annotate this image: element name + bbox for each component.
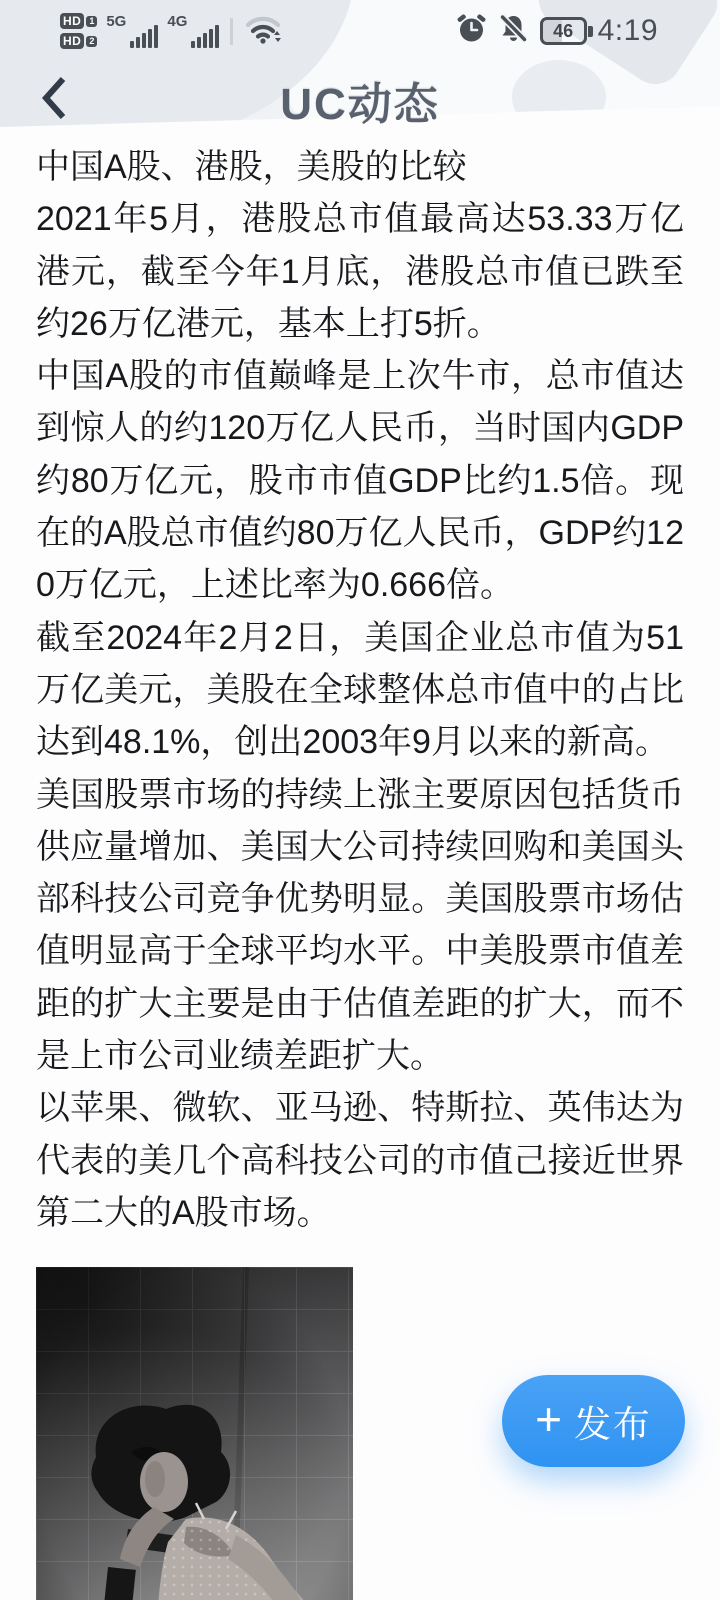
signal-bars-icon: [130, 24, 158, 48]
post-image[interactable]: [36, 1267, 353, 1600]
page-title: UC动态: [280, 80, 440, 129]
network-type-label: 5G: [106, 13, 127, 30]
hd1-badge: [60, 13, 97, 29]
signal-bars-icon: [191, 24, 219, 48]
network-type-label: 4G: [167, 13, 188, 30]
article-paragraph: 中国A股、港股，美股的比较: [36, 148, 467, 186]
battery-percent: 46: [553, 20, 574, 41]
bell-off-icon: [498, 13, 529, 49]
publish-button[interactable]: [502, 1375, 685, 1467]
status-bar: [0, 0, 720, 58]
article-paragraph: 以苹果、微软、亚马逊、特斯拉、英伟达为代表的美几个高科技公司的市值己接近世界第二大的A股市场。: [36, 1089, 684, 1232]
sim2-number: 2: [86, 36, 97, 47]
plus-icon: +: [535, 1393, 562, 1445]
article-paragraph: 2021年5月，港股总市值最高达53.33万亿港元，截至今年1月底，港股总市值已跌至约26万亿港元，基本上打5折。: [36, 200, 684, 343]
article-body: [36, 141, 684, 1239]
hd2-badge: [60, 33, 97, 49]
wifi-icon: [244, 13, 282, 49]
hd-icon: HD: [60, 33, 84, 49]
battery-icon: [540, 17, 587, 45]
article-paragraph: 美国股票市场的持续上涨主要原因包括货币供应量增加、美国大公司持续回购和美国头部科技公司竞争优势明显。美国股票市场估值明显高于全球平均水平。中美股票市值差距的扩大主要是由于估值差距的扩大，而不是上市公司业绩差距扩大。: [36, 775, 684, 1076]
sim1-number: 1: [86, 16, 97, 27]
hd-badges: [60, 13, 97, 49]
status-divider: [230, 18, 233, 45]
article-paragraph: 中国A股的市值巅峰是上次牛市，总市值达到惊人的约120万亿人民币，当时国内GDP约80万亿元，股市市值GDP比约1.5倍。现在的A股总市值约80万亿人民币，GDP约120万亿元，上述比率为0.666倍。: [36, 357, 684, 605]
article-paragraph: 截至2024年2月2日，美国企业总市值为51万亿美元，美股在全球整体总市值中的占比达到48.1%，创出2003年9月以来的新高。: [36, 618, 684, 762]
signal-4g: [167, 14, 219, 48]
status-time: 4:19: [597, 14, 658, 47]
hd-icon: HD: [60, 13, 84, 29]
publish-button-label: 发布: [573, 1404, 652, 1445]
signal-5g: [106, 14, 158, 48]
alarm-clock-icon: [456, 13, 487, 49]
status-right-cluster: [456, 13, 658, 49]
status-left-cluster: [60, 13, 282, 49]
